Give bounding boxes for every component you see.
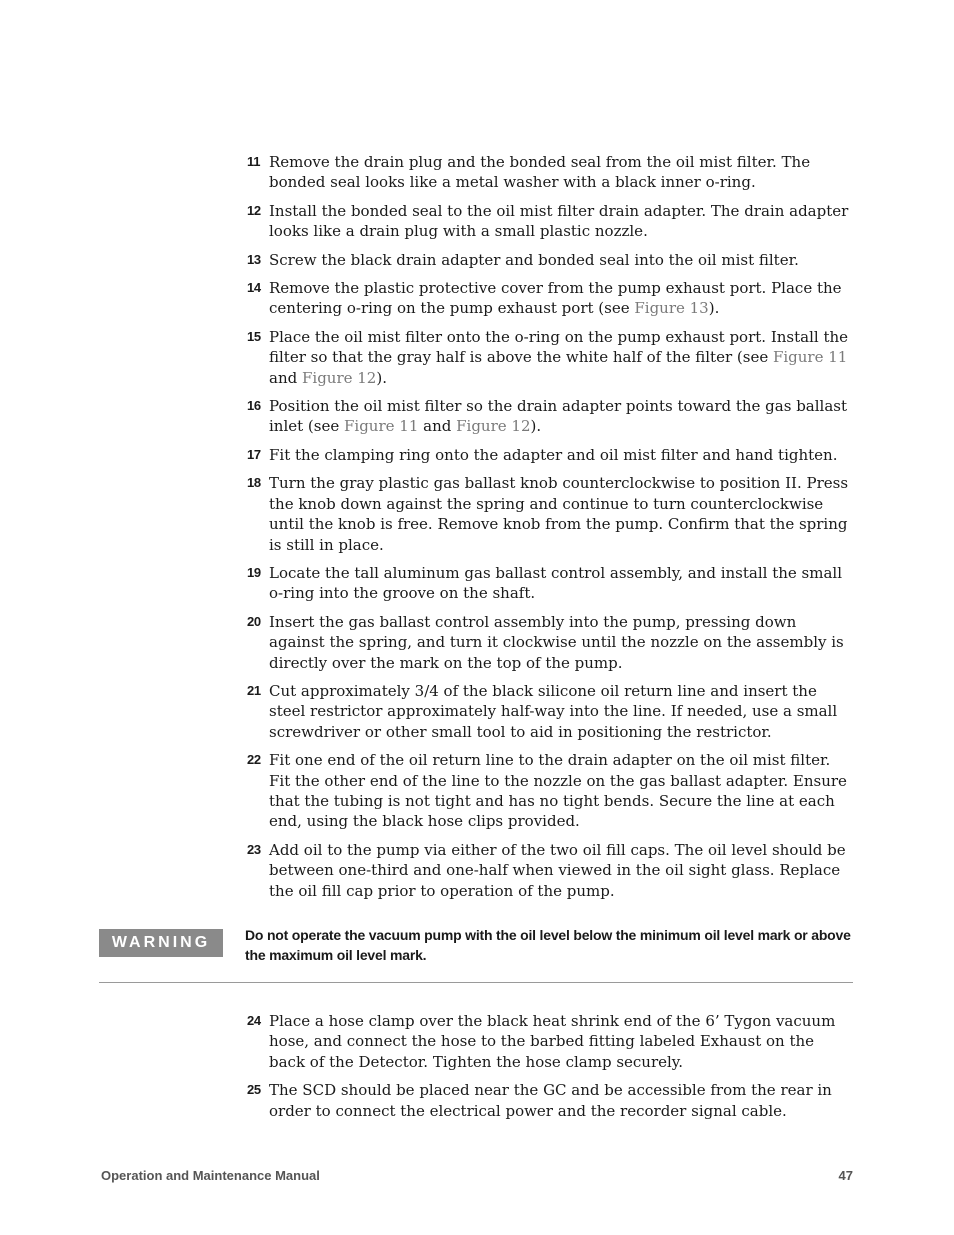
step-text-part: Remove the plastic protective cover from the pump exhaust port. Place the centering o-ring on the pump exhaust port (see (269, 279, 842, 318)
step-number: 19 (247, 564, 261, 580)
step-text-part: and (418, 417, 457, 436)
step-20 (0, 612, 954, 673)
step-22 (0, 750, 954, 832)
figure-link[interactable]: Figure 12 (456, 417, 531, 436)
step-19 (0, 563, 954, 604)
step-text: Insert the gas ballast control assembly into the pump, pressing down against the spring, and turn it clockwise until the nozzle on the assembly is directly over the mark on the top of the pump. (269, 612, 844, 672)
procedure-steps-continued (0, 1011, 954, 1129)
step-13 (0, 250, 954, 270)
step-text-part: Position the oil mist filter so the drain adapter points toward the gas ballast inlet (see (269, 397, 848, 436)
step-text: Install the bonded seal to the oil mist filter drain adapter. The drain adapter looks like a drain plug with a small plastic nozzle. (269, 201, 849, 241)
step-number: 15 (247, 328, 261, 344)
step-text: Cut approximately 3/4 of the black silicone oil return line and insert the steel restrictor approximately half-way into the line. If needed, use a small screwdriver or other small tool to aid in positioning the restrictor. (269, 681, 838, 741)
step-text-part: ). (530, 417, 542, 436)
step-25 (0, 1080, 954, 1121)
figure-link[interactable]: Figure 11 (344, 417, 419, 436)
step-number: 25 (247, 1082, 261, 1098)
step-number: 18 (247, 475, 261, 491)
step-text: Place a hose clamp over the black heat shrink end of the 6’ Tygon vacuum hose, and connect the hose to the barbed fitting labeled Exhaust on the back of the Detector. Tighten the hose clamp securely. (269, 1012, 836, 1071)
step-23 (0, 840, 954, 901)
step-text: Fit one end of the oil return line to the drain adapter on the oil mist filter. Fit the other end of the line to the nozzle on the gas ballast adapter. Ensure that the tubing is not tight and has no tight bends. Secure the line at each end, using the black hose clips provided. (269, 751, 847, 831)
step-number: 14 (247, 280, 261, 296)
warning-label: WARNING (99, 929, 223, 957)
warning-text: Do not operate the vacuum pump with the oil level below the minimum oil level mark or above the maximum oil level mark. (245, 927, 851, 963)
step-number: 12 (247, 202, 261, 218)
step-text: Locate the tall aluminum gas ballast control assembly, and install the small o-ring into the groove on the shaft. (269, 563, 842, 603)
figure-link[interactable]: Figure 13 (634, 299, 709, 318)
step-15 (0, 327, 954, 388)
step-text-part: ). (708, 299, 720, 318)
step-24 (0, 1011, 954, 1072)
step-text: Fit the clamping ring onto the adapter and oil mist filter and hand tighten. (269, 445, 838, 464)
step-text: Remove the drain plug and the bonded seal from the oil mist filter. The bonded seal looks like a metal washer with a black inner o-ring. (269, 153, 811, 192)
page-number: 47 (838, 1168, 853, 1183)
step-12 (0, 201, 954, 242)
step-number: 13 (247, 251, 261, 267)
step-text (269, 278, 854, 319)
step-number: 23 (247, 841, 261, 857)
step-number: 11 (247, 154, 261, 169)
step-21 (0, 681, 954, 742)
step-number: 17 (247, 446, 261, 462)
warning-divider (99, 982, 853, 983)
procedure-steps (0, 152, 954, 909)
step-text: Turn the gray plastic gas ballast knob counterclockwise to position II. Press the knob down against the spring and continue to turn counterclockwise until the knob is free. Remove knob from the pump. Confirm that the spring is still in place. (269, 474, 849, 554)
footer-title: Operation and Maintenance Manual (101, 1168, 320, 1183)
figure-link[interactable]: Figure 12 (301, 368, 377, 387)
figure-link[interactable]: Figure 11 (772, 348, 848, 367)
step-text-part: Place the oil mist filter onto the o-ring on the pump exhaust port. Install the filter so that the gray half is above the white half of the filter (see (269, 327, 849, 367)
step-text-part: and (269, 368, 302, 387)
step-number: 24 (247, 1013, 261, 1028)
step-number: 20 (247, 613, 261, 629)
step-17 (0, 445, 954, 465)
step-16 (0, 396, 954, 437)
step-number: 16 (247, 398, 261, 414)
step-text: The SCD should be placed near the GC and be accessible from the rear in order to connect the electrical power and the recorder signal cable. (269, 1081, 832, 1120)
step-text-part: ). (376, 368, 387, 387)
step-text (269, 327, 854, 388)
step-number: 21 (247, 682, 261, 698)
step-11 (0, 152, 954, 193)
step-14 (0, 278, 954, 319)
step-number: 22 (247, 752, 261, 768)
step-text: Add oil to the pump via either of the two oil fill caps. The oil level should be between one-third and one-half when viewed in the oil sight glass. Replace the oil fill cap prior to operation of the pump. (269, 840, 846, 900)
step-text: Screw the black drain adapter and bonded seal into the oil mist filter. (269, 250, 799, 269)
step-text (269, 396, 854, 437)
step-18 (0, 473, 954, 555)
